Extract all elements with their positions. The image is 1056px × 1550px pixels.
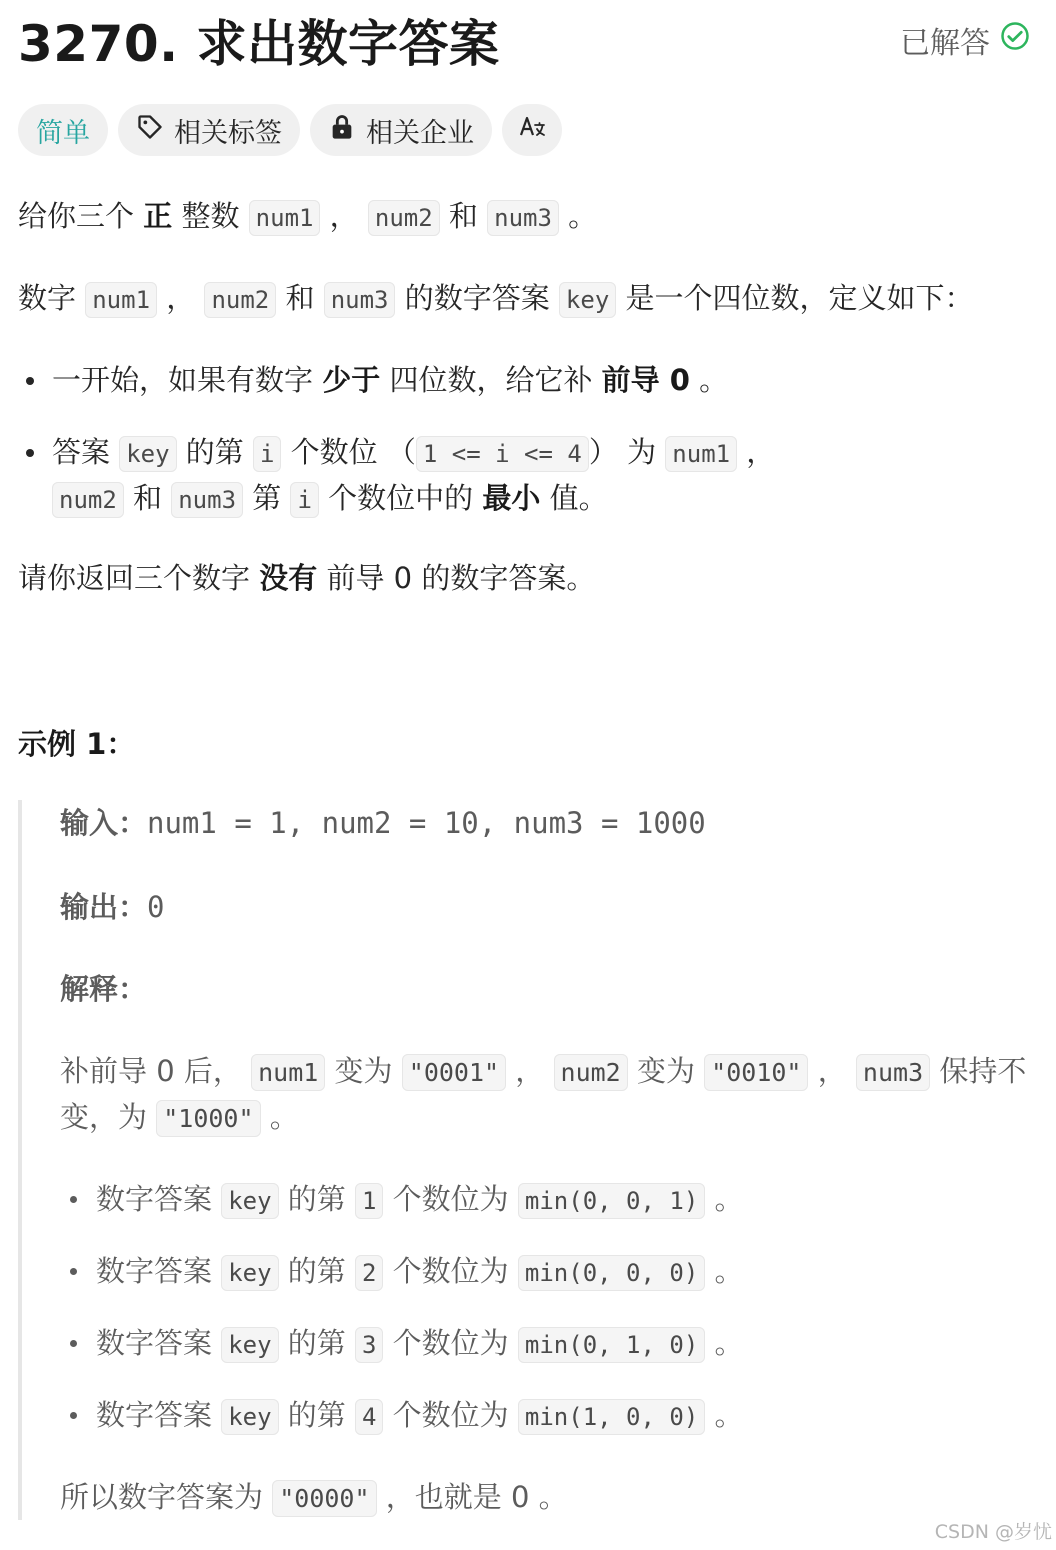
inline-code: 3	[355, 1327, 383, 1363]
inline-code: key	[119, 436, 176, 472]
input-value: num1 = 1, num2 = 10, num3 = 1000	[147, 806, 706, 840]
inline-code: "0010"	[704, 1054, 808, 1091]
inline-code: 1	[355, 1183, 383, 1219]
explanation-line-2: 变，为 "1000" 。	[60, 1094, 299, 1142]
example-explain-label: 解释：	[60, 972, 148, 1006]
inline-code: num1	[249, 200, 321, 236]
digit-bullet-2: 数字答案 key 的第 2 个数位为 min(0, 0, 0) 。	[60, 1248, 744, 1296]
conclusion-line: 所以数字答案为 "0000" ，也就是 0 。	[60, 1474, 568, 1522]
description-paragraph-3: 请你返回三个数字 没有 前导 0 的数字答案。	[18, 561, 596, 595]
check-circle-icon	[1000, 21, 1030, 59]
title-row	[18, 4, 1038, 73]
inline-code: 1 <= i <= 4	[416, 436, 589, 472]
tag-bar	[18, 104, 562, 156]
inline-code: num2	[554, 1054, 628, 1091]
digit-bullet-1: 数字答案 key 的第 1 个数位为 min(0, 0, 1) 。	[60, 1176, 744, 1224]
inline-code: num2	[52, 482, 124, 518]
problem-title: 3270. 求出数字答案	[18, 15, 500, 73]
lock-icon	[328, 113, 356, 148]
digit-bullet-4: 数字答案 key 的第 4 个数位为 min(1, 0, 0) 。	[60, 1392, 744, 1440]
inline-code: num3	[856, 1054, 930, 1091]
solved-label: 已解答	[900, 26, 990, 61]
inline-code: key	[221, 1327, 278, 1363]
inline-code: num2	[204, 282, 276, 318]
watermark: CSDN @岁忧	[934, 1521, 1052, 1543]
digit-bullet-3: 数字答案 key 的第 3 个数位为 min(0, 1, 0) 。	[60, 1320, 744, 1368]
inline-code: "1000"	[156, 1100, 260, 1137]
tag-icon	[136, 113, 164, 148]
input-label: 输入：	[60, 806, 148, 840]
example-block	[18, 800, 1042, 1520]
related-tags-button[interactable]	[118, 104, 300, 156]
inline-code: min(0, 1, 0)	[518, 1327, 705, 1363]
output-value: 0	[147, 890, 165, 924]
inline-code: key	[221, 1183, 278, 1219]
difficulty-badge[interactable]	[18, 104, 108, 156]
inline-code: num3	[487, 200, 559, 236]
inline-code: i	[253, 436, 281, 472]
inline-code: num2	[368, 200, 440, 236]
explanation-line-1: 补前导 0 后， num1 变为 "0001" ， num2 变为 "0010" ， num3 保持不	[60, 1048, 1026, 1096]
related-companies-label: 相关企业	[366, 117, 474, 149]
inline-code: min(0, 0, 1)	[518, 1183, 705, 1219]
inline-code: num1	[665, 436, 737, 472]
inline-code: min(0, 0, 0)	[518, 1255, 705, 1291]
difficulty-label: 简单	[36, 117, 90, 149]
inline-code: num3	[324, 282, 396, 318]
inline-code: i	[290, 482, 318, 518]
example-output	[60, 884, 164, 930]
inline-code: num3	[171, 482, 243, 518]
solved-status	[900, 18, 1030, 62]
related-tags-label: 相关标签	[174, 117, 282, 149]
inline-code: key	[221, 1399, 278, 1435]
inline-code: num1	[85, 282, 157, 318]
rule-bullet-1: 一开始，如果有数字 少于 四位数，给它补 前导 0 。	[18, 358, 728, 402]
inline-code: key	[221, 1255, 278, 1291]
output-label: 输出：	[60, 890, 148, 924]
inline-code: "0001"	[402, 1054, 506, 1091]
description-paragraph-2: 数字 num1 ， num2 和 num3 的数字答案 key 是一个四位数，定义如下：	[18, 276, 974, 322]
inline-code: num1	[251, 1054, 325, 1091]
inline-code: 2	[355, 1255, 383, 1291]
description-paragraph-1: 给你三个 正 整数 num1 ， num2 和 num3 。	[18, 194, 597, 240]
inline-code: min(1, 0, 0)	[518, 1399, 705, 1435]
inline-code: key	[559, 282, 616, 318]
rule-bullet-2: 答案 key 的第 i 个数位 （ 1 <= i <= 4 ） 为 num1 ，	[18, 430, 775, 476]
example-input	[60, 800, 706, 846]
translate-icon	[518, 113, 546, 148]
translate-button[interactable]	[502, 104, 562, 156]
inline-code: "0000"	[272, 1480, 376, 1517]
example-title: 示例 1：	[18, 727, 136, 761]
rule-bullet-2-continued: num2 和 num3 第 i 个数位中的 最小 值。	[52, 476, 608, 522]
related-companies-button[interactable]	[310, 104, 492, 156]
inline-code: 4	[355, 1399, 383, 1435]
